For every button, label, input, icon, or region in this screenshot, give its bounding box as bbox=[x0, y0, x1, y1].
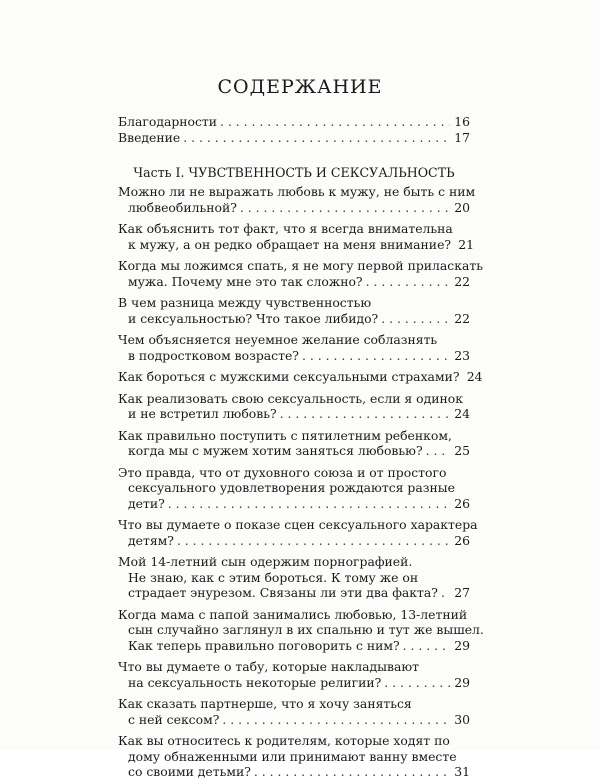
page-number: 22 bbox=[454, 273, 470, 289]
entry-title-line: сексуального удовлетворения рождаются разные bbox=[128, 480, 455, 495]
toc-entry bbox=[118, 332, 470, 363]
leader-dots bbox=[441, 585, 450, 601]
leader-dots bbox=[222, 712, 450, 728]
toc-entry bbox=[118, 391, 470, 422]
toc-entry bbox=[118, 428, 470, 459]
leader-dots bbox=[426, 443, 450, 459]
page-number: 21 bbox=[458, 236, 475, 252]
toc-entry-line bbox=[118, 369, 483, 385]
toc-entry bbox=[118, 184, 476, 215]
toc-entry-line bbox=[118, 114, 470, 130]
entry-title-line: Как бороться с мужскими сексуальными страхами? bbox=[118, 369, 460, 384]
toc-entry bbox=[118, 295, 470, 326]
entry-title-line: со своими детьми? bbox=[128, 764, 251, 779]
page-number: 16 bbox=[454, 114, 470, 129]
entry-title-line: Чем объясняется неуемное желание соблазнять bbox=[118, 332, 438, 347]
entry-title-line: с ней сексом? bbox=[128, 711, 220, 727]
toc-entry-line bbox=[118, 130, 470, 146]
toc-entry-line bbox=[118, 236, 475, 253]
toc-entry-line bbox=[118, 391, 470, 407]
entry-title-line: сын случайно заглянул в их спальню и тут же вышел. bbox=[128, 622, 484, 637]
entry-title-line: Когда мама с папой занимались любовью, 13-летний bbox=[118, 606, 468, 622]
toc-entry-line bbox=[118, 221, 470, 237]
leader-dots bbox=[177, 533, 450, 549]
page-number: 25 bbox=[454, 443, 470, 458]
leader-dots bbox=[384, 675, 450, 691]
entry-title-line: В чем разница между чувственностью bbox=[118, 295, 372, 310]
toc-entry-line bbox=[118, 465, 470, 481]
leader-dots bbox=[302, 348, 450, 364]
toc-entry bbox=[118, 517, 478, 548]
toc-entry-line bbox=[118, 517, 478, 533]
part-heading: Часть I. ЧУВСТВЕННОСТЬ И СЕКСУАЛЬНОСТЬ bbox=[133, 165, 455, 180]
page-number: 29 bbox=[454, 637, 470, 653]
table-of-contents bbox=[118, 114, 484, 780]
leader-dots bbox=[403, 638, 450, 654]
leader-dots bbox=[240, 200, 450, 216]
entry-title-line: Как вы относитесь к родителям, которые ходят по bbox=[118, 733, 450, 748]
toc-entry bbox=[118, 554, 470, 601]
toc-entry bbox=[118, 465, 470, 512]
toc-entry-line bbox=[118, 554, 470, 570]
toc-entry-line bbox=[118, 638, 470, 654]
toc-entry-line bbox=[118, 533, 470, 549]
toc-entry-line bbox=[118, 443, 470, 459]
toc-entry-line bbox=[118, 675, 470, 691]
part-entries bbox=[118, 184, 484, 780]
entry-title-line: дому обнаженными или принимают ванну вместе bbox=[128, 748, 457, 764]
toc-entry-line bbox=[118, 332, 470, 348]
toc-entry bbox=[118, 369, 483, 385]
entry-title-line: детям? bbox=[128, 532, 174, 548]
entry-title-line: Как сказать партнерше, что я хочу заняться bbox=[118, 696, 412, 711]
toc-entry bbox=[118, 696, 470, 727]
page-number: 24 bbox=[466, 369, 483, 384]
toc-entry-line bbox=[118, 406, 470, 422]
page-number: 31 bbox=[454, 764, 470, 779]
leader-dots bbox=[183, 130, 450, 146]
entry-title-line: Введение bbox=[118, 129, 181, 145]
toc-entry-line bbox=[118, 184, 476, 200]
toc-entry-line bbox=[118, 749, 470, 765]
page-number: 22 bbox=[454, 310, 470, 326]
leader-dots bbox=[381, 311, 450, 327]
page-number: 26 bbox=[454, 532, 470, 548]
entry-title-line: мужа. Почему мне это так сложно? bbox=[128, 273, 363, 289]
toc-entry bbox=[118, 130, 470, 146]
entry-title-line: и сексуальностью? Что такое либидо? bbox=[128, 310, 379, 326]
page-number: 27 bbox=[454, 585, 470, 600]
toc-entry-line bbox=[118, 295, 470, 311]
toc-entry bbox=[118, 221, 475, 252]
entry-title-line: Это правда, что от духовного союза и от простого bbox=[118, 464, 447, 480]
entry-title-line: Как объяснить тот факт, что я всегда внимательна bbox=[118, 221, 453, 236]
toc-entry-line bbox=[118, 696, 470, 712]
page-number: 23 bbox=[454, 347, 470, 363]
toc-entry bbox=[118, 733, 470, 780]
entry-title-line: в подростковом возрасте? bbox=[128, 347, 299, 363]
entry-title-line: на сексуальность некоторые религии? bbox=[128, 674, 382, 690]
leader-dots bbox=[168, 496, 450, 512]
toc-entry-line bbox=[118, 348, 470, 364]
entry-title-line: Как теперь правильно поговорить с ним? bbox=[128, 637, 400, 653]
page-number: 24 bbox=[454, 406, 470, 421]
page-title: СОДЕРЖАНИЕ bbox=[217, 76, 383, 98]
entry-title-line: Не знаю, как с этим бороться. К тому же он bbox=[128, 569, 419, 585]
page-number: 30 bbox=[454, 711, 470, 727]
toc-entry-line bbox=[118, 585, 470, 601]
toc-entry-line bbox=[118, 570, 470, 586]
toc-entry-line bbox=[118, 480, 470, 496]
page-number: 26 bbox=[454, 495, 470, 511]
page-number: 20 bbox=[454, 199, 470, 215]
leader-dots bbox=[366, 274, 450, 290]
entry-title-line: страдает энурезом. Связаны ли эти два факта? bbox=[128, 585, 438, 600]
entry-title-line: когда мы с мужем хотим заняться любовью? bbox=[128, 443, 423, 458]
toc-entry-line bbox=[118, 311, 470, 327]
toc-entry-line bbox=[118, 622, 484, 638]
entry-title-line: Благодарности bbox=[118, 114, 218, 129]
toc-entry-line bbox=[118, 659, 470, 675]
entry-title-line: Что вы думаете о табу, которые накладывают bbox=[118, 659, 420, 674]
toc-entry-line bbox=[118, 764, 470, 780]
front-matter bbox=[118, 114, 470, 145]
entry-title-line: дети? bbox=[128, 495, 165, 511]
toc-entry-line bbox=[118, 200, 470, 216]
toc-entry bbox=[118, 114, 470, 130]
entry-title-line: Как реализовать свою сексуальность, если я одинок bbox=[118, 390, 463, 406]
toc-entry-line bbox=[118, 712, 470, 728]
toc-entry bbox=[118, 258, 483, 289]
entry-title-line: к мужу, а он редко обращает на меня внимание? bbox=[128, 236, 452, 252]
toc-entry bbox=[118, 606, 484, 654]
entry-title-line: Что вы думаете о показе сцен сексуального характера bbox=[118, 517, 478, 532]
leader-dots bbox=[220, 114, 450, 130]
toc-entry-line bbox=[118, 428, 470, 444]
entry-title-line: Можно ли не выражать любовь к мужу, не быть с ним bbox=[118, 184, 476, 199]
toc-entry-line bbox=[118, 733, 470, 749]
entry-title-line: Когда мы ложимся спать, я не могу первой приласкать bbox=[118, 258, 483, 273]
entry-title-line: любвеобильной? bbox=[128, 199, 237, 215]
toc-entry bbox=[118, 659, 470, 690]
page-number: 29 bbox=[454, 674, 470, 690]
page-number: 17 bbox=[454, 129, 470, 145]
toc-entry-line bbox=[118, 274, 470, 290]
leader-dots bbox=[254, 764, 450, 780]
toc-entry-line bbox=[118, 258, 483, 274]
leader-dots bbox=[280, 406, 450, 422]
entry-title-line: и не встретил любовь? bbox=[128, 406, 277, 421]
toc-entry-line bbox=[118, 496, 470, 512]
toc-entry-line bbox=[118, 607, 470, 623]
entry-title-line: Мой 14-летний сын одержим порнографией. bbox=[118, 554, 413, 569]
entry-title-line: Как правильно поступить с пятилетним ребенком, bbox=[118, 427, 452, 443]
